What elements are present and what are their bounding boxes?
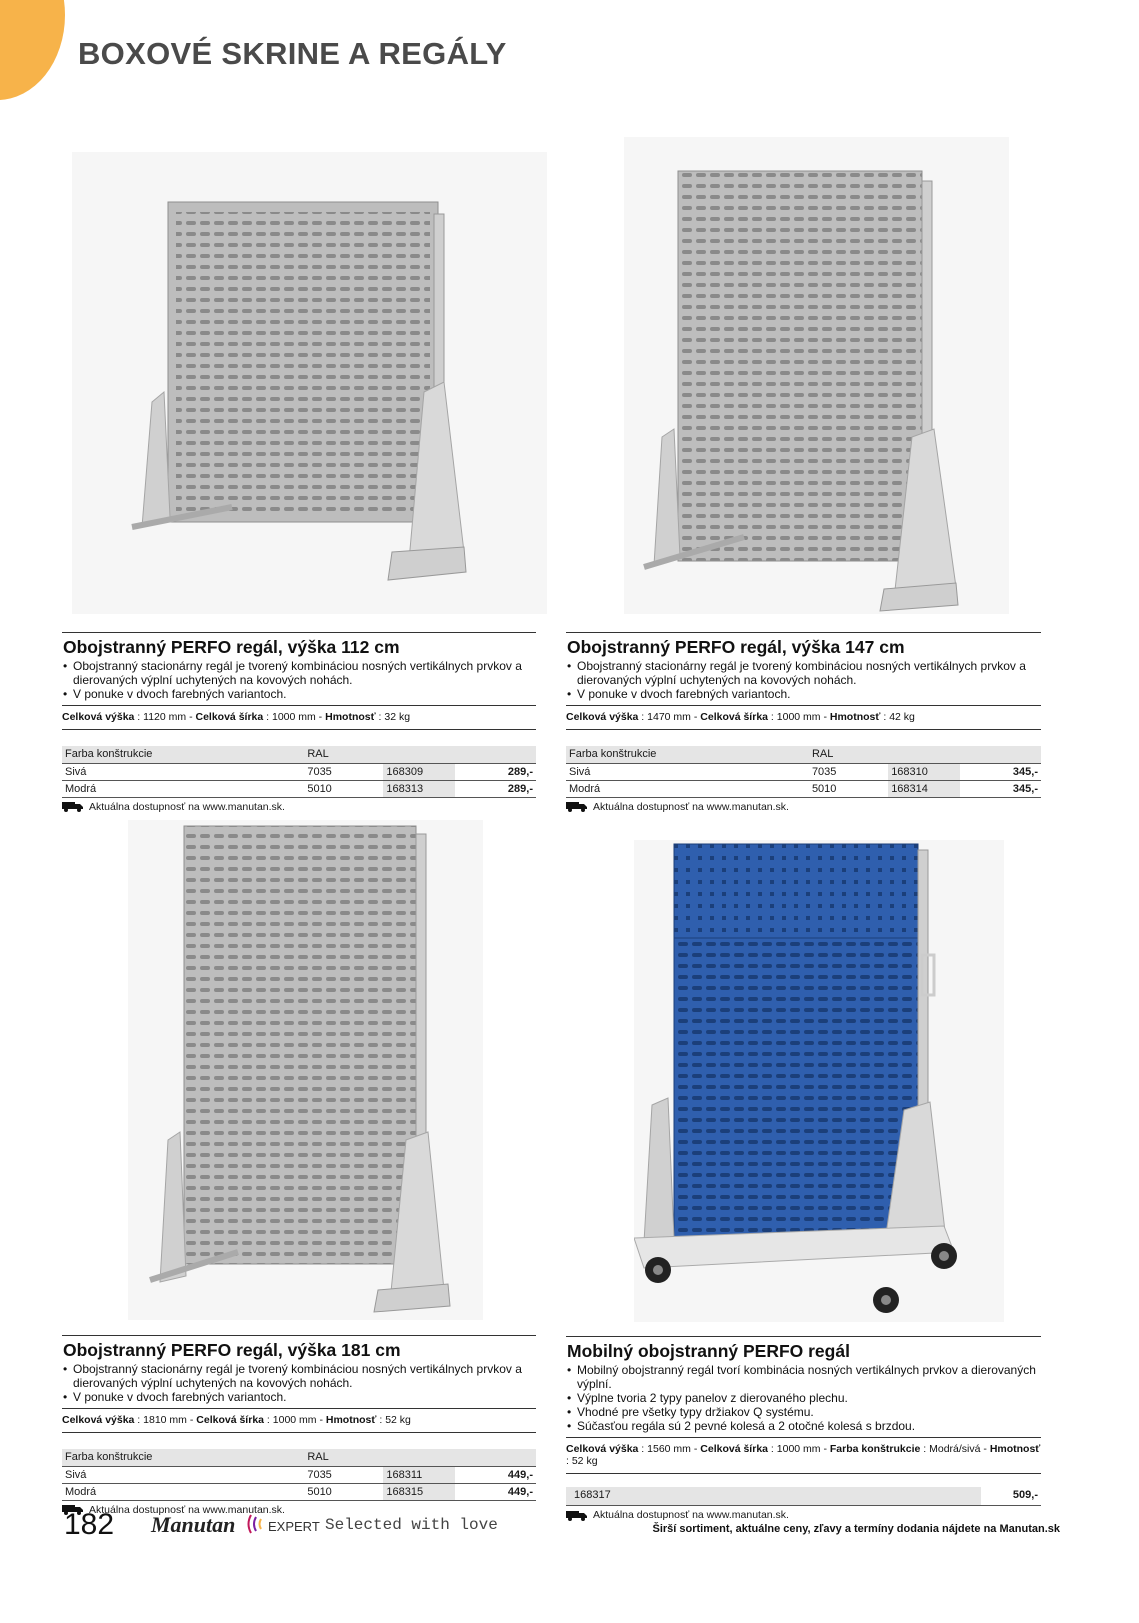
bullet-item: • Mobilný obojstranný regál tvorí kombinácia nosných vertikálnych prvkov a dierovaných výplní. <box>566 1363 1041 1391</box>
bullet-item: • Obojstranný stacionárny regál je tvorený kombináciou nosných vertikálnych prvkov a dierovaných výplní uchytených na kovových nohách. <box>62 659 536 687</box>
bullet-item: • Výplne tvoria 2 typy panelov z dierovaného plechu. <box>566 1391 1041 1405</box>
product-specs: Celková výška : 1560 mm - Celková šírka : 1000 mm - Farba konštrukcie : Modrá/sivá - Hmotnosť : 52 kg <box>566 1437 1041 1474</box>
product-bullets <box>62 659 536 701</box>
availability-note: Aktuálna dostupnosť na www.manutan.sk. <box>62 801 536 813</box>
footer-info: Širší sortiment, aktuálne ceny, zľavy a termíny dodania nájdete na Manutan.sk <box>652 1523 1060 1535</box>
product-code: 168315 <box>383 1483 455 1500</box>
product-price: 345,- <box>960 780 1041 797</box>
product-specs: Celková výška : 1470 mm - Celková šírka : 1000 mm - Hmotnosť : 42 kg <box>566 705 1041 730</box>
product-price: 289,- <box>455 780 536 797</box>
table-row: Modrá 5010 168314 345,- <box>566 780 1041 797</box>
product-code: 168310 <box>888 763 960 780</box>
col-header-color: Farba konštrukcie <box>62 1449 304 1466</box>
product-name: Obojstranný PERFO regál, výška 181 cm <box>62 1335 536 1362</box>
product-photo-147 <box>624 137 1009 614</box>
page-number: 182 <box>64 1508 115 1541</box>
product-price: 289,- <box>455 763 536 780</box>
grey-rack-112-image <box>72 152 547 614</box>
table-row: Sivá 7035 168310 345,- <box>566 763 1041 780</box>
single-variant-row <box>566 1487 1041 1506</box>
bullet-item: • V ponuke v dvoch farebných variantoch. <box>566 687 1041 701</box>
product-photo-mobile <box>634 840 1004 1322</box>
product-price: 449,- <box>455 1483 536 1500</box>
table-row: Modrá 5010 168315 449,- <box>62 1483 536 1500</box>
product-bullets <box>62 1362 536 1404</box>
bullet-item: • V ponuke v dvoch farebných variantoch. <box>62 1390 536 1404</box>
bullet-item: • Obojstranný stacionárny regál je tvorený kombináciou nosných vertikálnych prvkov a dierovaných výplní uchytených na kovových nohách. <box>566 659 1041 687</box>
product-block-147 <box>566 632 1041 813</box>
bullet-item: • Súčasťou regála sú 2 pevné kolesá a 2 otočné kolesá s brzdou. <box>566 1419 1041 1433</box>
table-header-row <box>62 1449 536 1466</box>
waves-icon <box>245 1512 267 1536</box>
table-header-row <box>566 746 1041 763</box>
col-header-color: Farba konštrukcie <box>566 746 809 763</box>
grey-rack-181-image <box>128 820 483 1320</box>
variants-table <box>566 746 1041 798</box>
table-row: Modrá 5010 168313 289,- <box>62 780 536 797</box>
product-code: 168317 <box>566 1487 638 1505</box>
col-header-ral: RAL <box>809 746 888 763</box>
variants-table <box>62 1449 536 1501</box>
product-name: Mobilný obojstranný PERFO regál <box>566 1336 1041 1363</box>
bullet-item: • Vhodné pre všetky typy držiakov Q systému. <box>566 1405 1041 1419</box>
bullet-item: • V ponuke v dvoch farebných variantoch. <box>62 687 536 701</box>
product-code: 168311 <box>383 1466 455 1483</box>
product-code: 168314 <box>888 780 960 797</box>
col-header-ral: RAL <box>304 1449 383 1466</box>
manutan-logo: Manutan <box>151 1512 236 1537</box>
bullet-item: • Obojstranný stacionárny regál je tvorený kombináciou nosných vertikálnych prvkov a dierovaných výplní uchytených na kovových nohách. <box>62 1362 536 1390</box>
product-price: 345,- <box>960 763 1041 780</box>
availability-note: Aktuálna dostupnosť na www.manutan.sk. <box>566 1509 1041 1521</box>
blue-mobile-rack-image <box>634 840 1004 1322</box>
availability-note: Aktuálna dostupnosť na www.manutan.sk. <box>62 1504 536 1516</box>
truck-icon <box>566 801 588 812</box>
tagline: Selected with love <box>325 1516 498 1534</box>
col-header-ral: RAL <box>304 746 383 763</box>
product-code: 168309 <box>383 763 455 780</box>
col-header-color: Farba konštrukcie <box>62 746 304 763</box>
grey-rack-147-image <box>624 137 1009 614</box>
product-specs: Celková výška : 1120 mm - Celková šírka : 1000 mm - Hmotnosť : 32 kg <box>62 705 536 730</box>
product-block-112 <box>62 632 536 813</box>
product-photo-112 <box>72 152 547 614</box>
product-block-mobile <box>566 1336 1041 1521</box>
corner-accent <box>0 0 65 100</box>
product-bullets <box>566 1363 1041 1433</box>
product-block-181 <box>62 1335 536 1516</box>
site-link[interactable]: Manutan.sk <box>999 1523 1060 1535</box>
expert-label: EXPERT <box>268 1519 320 1534</box>
product-name: Obojstranný PERFO regál, výška 147 cm <box>566 632 1041 659</box>
table-row: Sivá 7035 168311 449,- <box>62 1466 536 1483</box>
product-price: 449,- <box>455 1466 536 1483</box>
variants-table <box>62 746 536 798</box>
truck-icon <box>62 801 84 812</box>
table-row: Sivá 7035 168309 289,- <box>62 763 536 780</box>
product-specs: Celková výška : 1810 mm - Celková šírka : 1000 mm - Hmotnosť : 52 kg <box>62 1408 536 1433</box>
product-code: 168313 <box>383 780 455 797</box>
availability-note: Aktuálna dostupnosť na www.manutan.sk. <box>566 801 1041 813</box>
product-bullets <box>566 659 1041 701</box>
truck-icon <box>566 1510 588 1521</box>
table-header-row <box>62 746 536 763</box>
product-name: Obojstranný PERFO regál, výška 112 cm <box>62 632 536 659</box>
product-price: 509,- <box>981 1487 1041 1505</box>
product-photo-181 <box>128 820 483 1320</box>
page-title: BOXOVÉ SKRINE A REGÁLY <box>78 36 507 71</box>
